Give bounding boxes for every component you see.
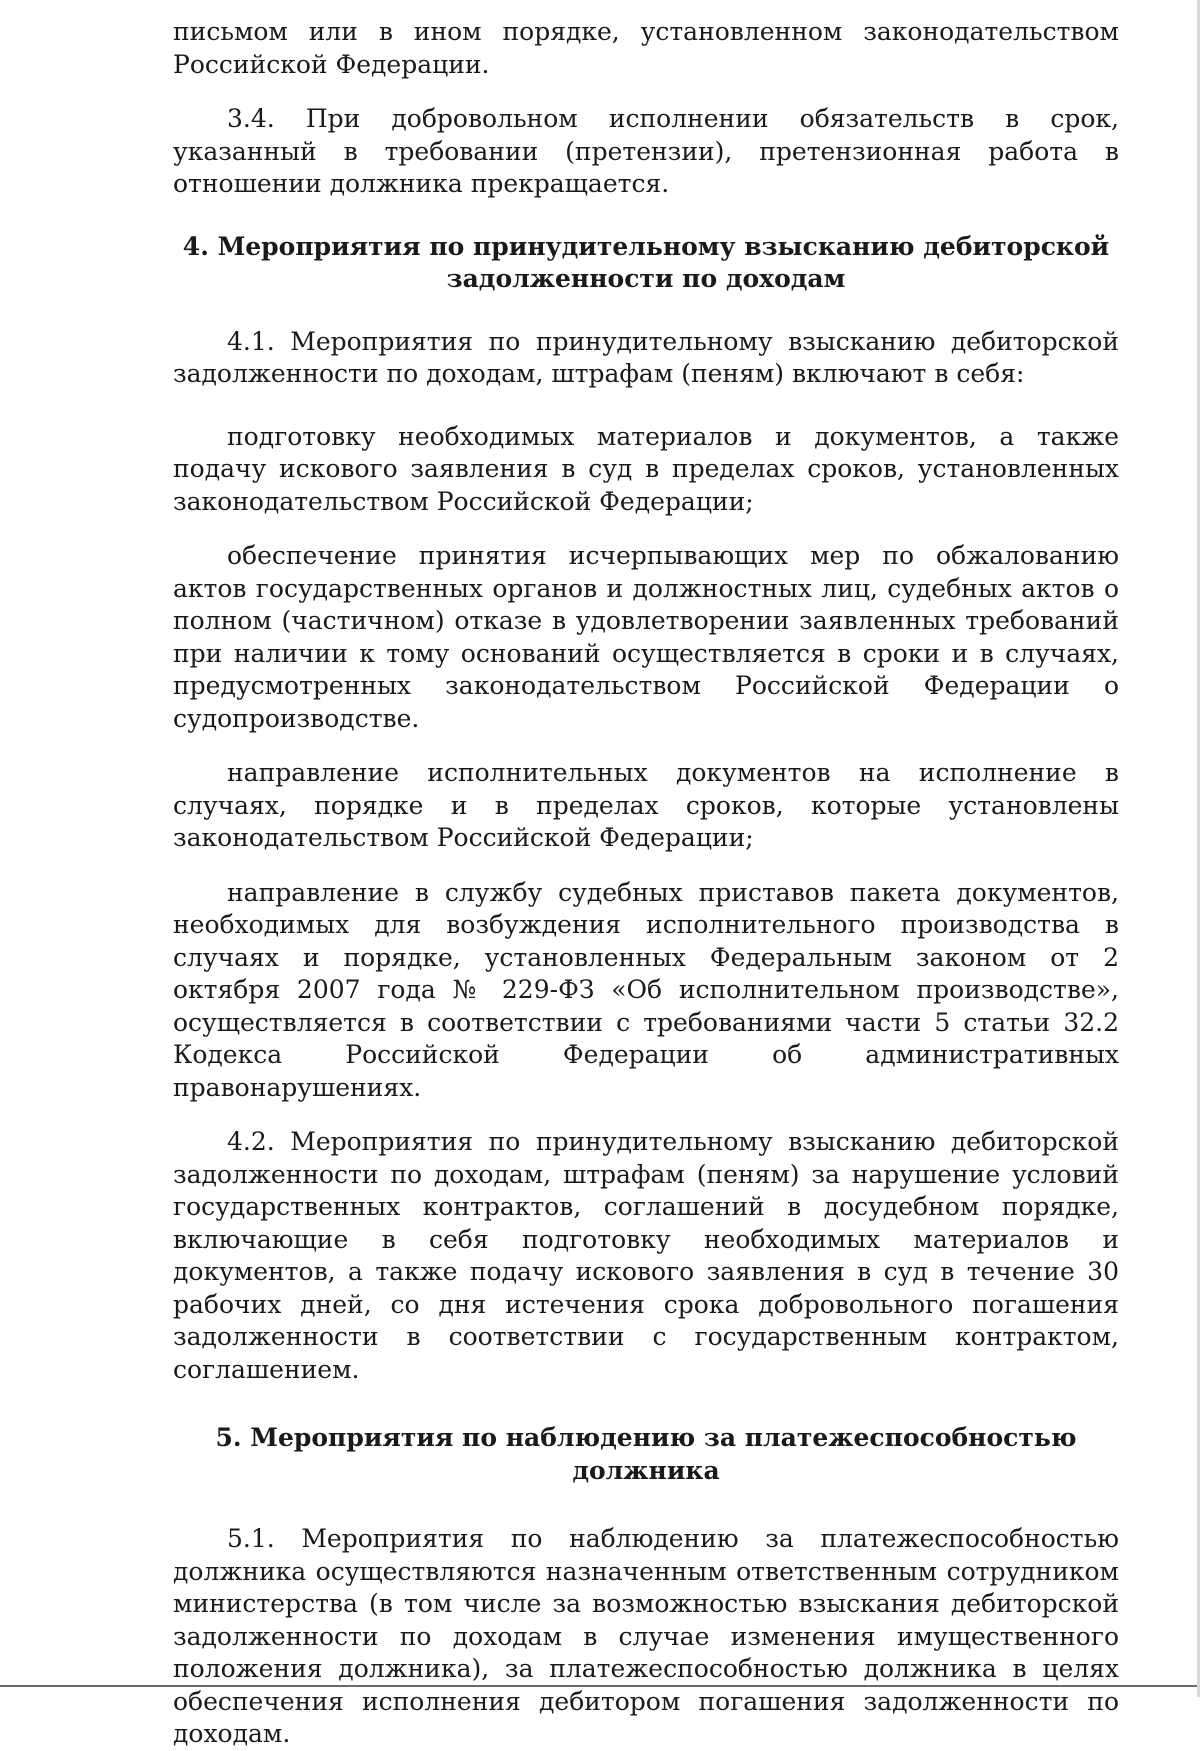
- section-4-heading: 4. Мероприятия по принудительному взысканию дебиторской задолженности по доходам: [182, 231, 1110, 293]
- paragraph-4-1-item-a: подготовку необходимых материалов и документов, а также подачу искового заявления в суд в пределах сроков, установленных законодательством Российской Федерации;: [173, 421, 1119, 516]
- paragraph-4-1: 4.1. Мероприятия по принудительному взысканию дебиторской задолженности по доходам, штрафам (пеням) включают в себя:: [173, 326, 1119, 388]
- scan-bottom-line: [0, 1685, 1200, 1687]
- paragraph-4-1-item-d: направление в службу судебных приставов пакета документов, необходимых для возбуждения исполнительного производства в случаях и порядке, установленных Федеральным законом от 2 октября 2007 года № 229-ФЗ «Об исполнительном производстве», осуществляется в соответствии с требованиями части 5 статьи 32.2 Кодекса Российской Федерации об административных правонарушениях.: [173, 877, 1119, 1102]
- paragraph-continuation: письмом или в ином порядке, установленном законодательством Российской Федерации.: [173, 17, 1119, 79]
- paragraph-3-4: 3.4. При добровольном исполнении обязательств в срок, указанный в требовании (претензии), претензионная работа в отношении должника прекращается.: [173, 104, 1119, 198]
- section-5-heading: 5. Мероприятия по наблюдению за платежеспособностью должника: [215, 1423, 1077, 1485]
- document-page: [173, 16, 1119, 1751]
- paragraph-4-1-item-c: направление исполнительных документов на исполнение в случаях, порядке и в пределах сроков, которые установлены законодательством Российской Федерации;: [173, 758, 1119, 852]
- paragraph-4-2: 4.2. Мероприятия по принудительному взысканию дебиторской задолженности по доходам, штрафам (пеням) за нарушение условий государственных контрактов, соглашений в досудебном порядке, включающие в себя подготовку необходимых материалов и документов, а также подачу искового заявления в суд в течение 30 рабочих дней, со дня истечения срока добровольного погашения задолженности в соответствии с государственным контрактом, соглашением.: [173, 1127, 1119, 1384]
- paragraph-4-1-item-b: обеспечение принятия исчерпывающих мер по обжалованию актов государственных органов и должностных лиц, судебных актов о полном (частичном) отказе в удовлетворении заявленных требований при наличии к тому оснований осуществляется в сроки и в случаях, предусмотренных законодательством Российской Федерации о судопроизводстве.: [173, 541, 1119, 733]
- paragraph-5-1: 5.1. Мероприятия по наблюдению за платежеспособностью должника осуществляются назначенным ответственным сотрудником министерства (в том числе за возможностью взыскания дебиторской задолженности по доходам в случае изменения имущественного положения должника), за платежеспособностью должника в целях обеспечения исполнения дебитором погашения задолженности по доходам.: [173, 1524, 1119, 1748]
